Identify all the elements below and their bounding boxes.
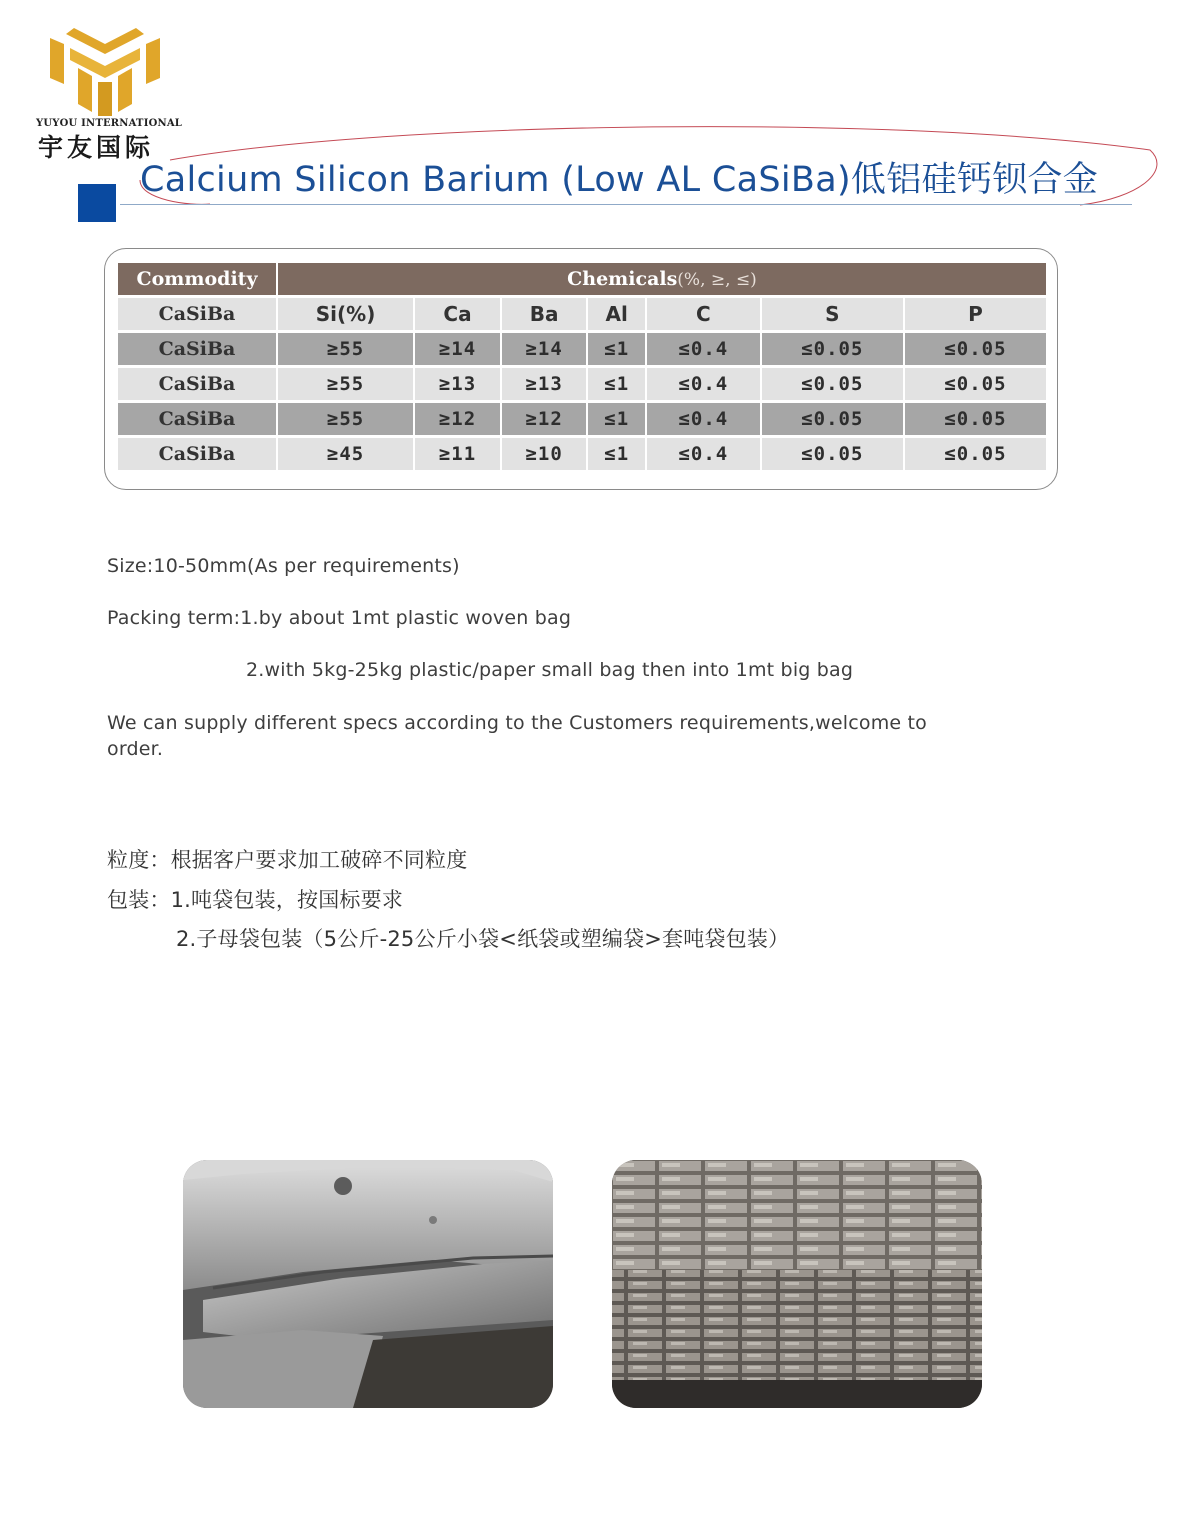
column-header: CaSiBa <box>118 298 276 330</box>
table-row <box>118 333 1046 365</box>
table-cell: ≤0.05 <box>905 333 1046 365</box>
column-header: Si(%) <box>278 298 413 330</box>
table-cell: CaSiBa <box>118 333 276 365</box>
casiba-lumps-photo <box>183 1160 553 1408</box>
title-underline <box>120 204 1132 205</box>
chemical-spec-table <box>116 260 1048 473</box>
table-cell: ≤0.05 <box>905 403 1046 435</box>
table-cell: ≥12 <box>502 403 587 435</box>
column-header: Ba <box>502 298 587 330</box>
title-accent-square <box>78 184 116 222</box>
table-cell: ≤0.4 <box>647 438 760 470</box>
chemicals-header-label: Chemicals <box>567 268 678 290</box>
packing-term-1-cn: 包装：1.吨袋包装，按国标要求 <box>107 888 404 912</box>
table-row <box>118 403 1046 435</box>
packing-term-2-cn: 2.子母袋包装（5公斤-25公斤小袋<纸袋或塑编袋>套吨袋包装） <box>176 927 790 951</box>
table-cell: ≥45 <box>278 438 413 470</box>
packing-term-1-en: Packing term:1.by about 1mt plastic woven bag <box>107 607 572 629</box>
table-cell: ≤0.05 <box>762 403 903 435</box>
casiba-stack-image <box>612 1160 982 1408</box>
table-cell: ≥11 <box>415 438 500 470</box>
column-header: Ca <box>415 298 500 330</box>
column-header: P <box>905 298 1046 330</box>
packing-term-2-en: 2.with 5kg-25kg plastic/paper small bag then into 1mt big bag <box>246 659 854 681</box>
casiba-stack-photo <box>612 1160 982 1408</box>
table-header-row <box>118 263 1046 295</box>
table-cell: ≥12 <box>415 403 500 435</box>
page-title: Calcium Silicon Barium (Low AL CaSiBa)低铝硅钙钡合金 <box>140 160 1099 200</box>
size-spec-en: Size:10-50mm(As per requirements) <box>107 555 460 577</box>
table-cell: ≤0.05 <box>905 368 1046 400</box>
size-spec-cn: 粒度：根据客户要求加工破碎不同粒度 <box>107 848 468 872</box>
brand-name-cn: 宇友国际 <box>38 133 155 162</box>
table-cell: ≤0.4 <box>647 368 760 400</box>
column-header: Al <box>588 298 644 330</box>
table-cell: ≤0.05 <box>762 368 903 400</box>
table-cell: ≥55 <box>278 368 413 400</box>
supply-note-en: We can supply different specs according to the Customers requirements,welcome to order. <box>107 712 928 760</box>
table-cell: ≥14 <box>502 333 587 365</box>
table-cell: ≤1 <box>588 403 644 435</box>
table-cell: ≥10 <box>502 438 587 470</box>
commodity-header: Commodity <box>118 263 276 295</box>
column-header: S <box>762 298 903 330</box>
table-cell: ≤1 <box>588 368 644 400</box>
column-header: C <box>647 298 760 330</box>
casiba-lumps-image <box>183 1160 553 1408</box>
table-cell: ≤1 <box>588 438 644 470</box>
table-cell: CaSiBa <box>118 403 276 435</box>
table-row <box>118 368 1046 400</box>
table-row <box>118 438 1046 470</box>
chemicals-header <box>278 263 1046 295</box>
table-cell: CaSiBa <box>118 368 276 400</box>
table-cell: ≤0.05 <box>762 438 903 470</box>
chemicals-unit-note: (%, ≥, ≤) <box>677 270 757 290</box>
yuyou-logo-mark <box>44 22 166 118</box>
table-cell: ≤0.05 <box>762 333 903 365</box>
table-cell: ≥55 <box>278 403 413 435</box>
table-cell: ≤1 <box>588 333 644 365</box>
table-cell: ≤0.4 <box>647 403 760 435</box>
table-column-row <box>118 298 1046 330</box>
table-cell: ≥55 <box>278 333 413 365</box>
brand-name-en: YUYOU INTERNATIONAL <box>36 118 183 129</box>
table-cell: ≤0.4 <box>647 333 760 365</box>
table-cell: ≥13 <box>502 368 587 400</box>
table-cell: ≥13 <box>415 368 500 400</box>
table-cell: ≤0.05 <box>905 438 1046 470</box>
table-cell: CaSiBa <box>118 438 276 470</box>
table-cell: ≥14 <box>415 333 500 365</box>
